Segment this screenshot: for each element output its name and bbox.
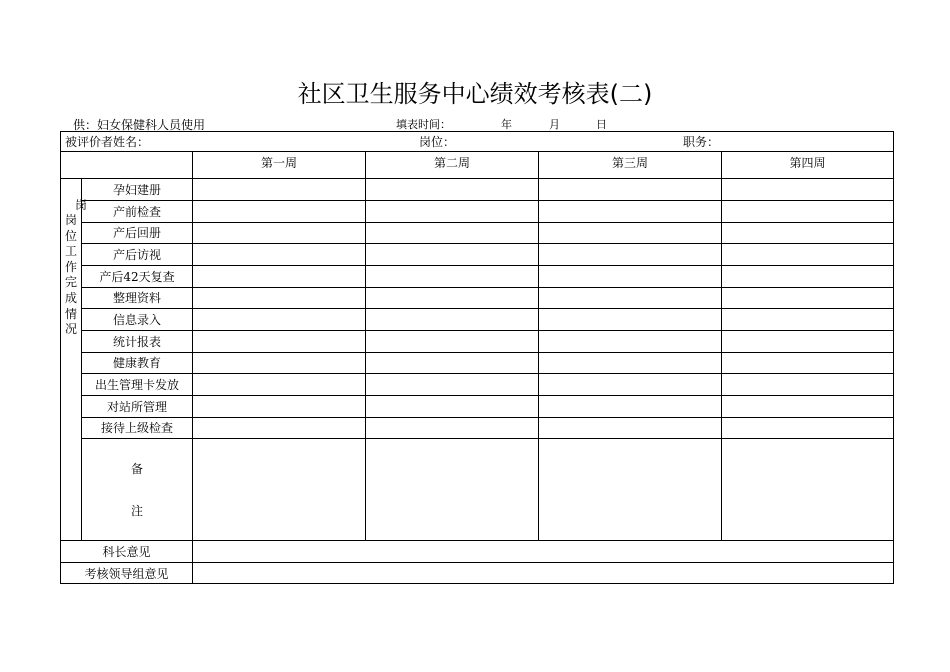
post-label: 岗位： xyxy=(419,135,456,149)
fill-time-label: 填表时间： xyxy=(396,118,451,131)
week-header-2: 第二周 xyxy=(433,156,470,170)
year-label: 年 xyxy=(501,118,512,131)
task-label: 孕妇建册 xyxy=(112,183,161,197)
task-label: 出生管理卡发放 xyxy=(94,378,179,392)
task-label: 信息录入 xyxy=(112,313,161,327)
rule xyxy=(61,540,893,541)
task-label: 产后访视 xyxy=(112,248,161,262)
rule xyxy=(81,287,893,288)
task-label: 接待上级检查 xyxy=(100,421,173,435)
week-header-3: 第三周 xyxy=(611,156,648,170)
rule xyxy=(538,151,539,540)
name-label: 被评价者姓名： xyxy=(65,135,150,149)
rule xyxy=(81,373,893,374)
page-title: 社区卫生服务中心绩效考核表(二) xyxy=(297,80,653,108)
rule xyxy=(81,417,893,418)
rule xyxy=(81,438,893,439)
rule xyxy=(81,330,893,331)
rule xyxy=(81,352,893,353)
section-label-extra: 岗 xyxy=(74,198,87,212)
task-label: 产前检查 xyxy=(112,205,161,219)
section-label: 岗 位 工 作 完 成 情 况 xyxy=(64,213,77,337)
remarks-label-2: 注 xyxy=(130,504,143,518)
task-label: 整理资料 xyxy=(112,291,161,305)
rule xyxy=(81,200,893,201)
leadership-group-opinion-label: 考核领导组意见 xyxy=(84,567,169,581)
rule xyxy=(81,265,893,266)
week-header-4: 第四周 xyxy=(789,156,826,170)
task-label: 对站所管理 xyxy=(106,400,167,414)
rule xyxy=(61,562,893,563)
rule xyxy=(81,243,893,244)
rule xyxy=(365,151,366,540)
task-label: 统计报表 xyxy=(112,335,161,349)
section-chief-opinion-label: 科长意见 xyxy=(102,545,151,559)
task-label: 健康教育 xyxy=(112,356,161,370)
month-label: 月 xyxy=(549,118,560,131)
rule xyxy=(81,222,893,223)
task-label: 产后回册 xyxy=(112,226,161,240)
rule xyxy=(81,395,893,396)
week-header-1: 第一周 xyxy=(260,156,297,170)
for-label: 供：妇女保健科人员使用 xyxy=(73,118,206,132)
duty-label: 职务： xyxy=(683,135,720,149)
rule xyxy=(192,151,193,583)
assessment-table xyxy=(60,131,894,584)
task-label: 产后42天复查 xyxy=(99,270,175,284)
rule xyxy=(61,151,893,152)
rule xyxy=(81,308,893,309)
rule xyxy=(61,178,893,179)
remarks-label-1: 备 xyxy=(130,462,143,476)
day-label: 日 xyxy=(596,118,607,131)
rule xyxy=(721,151,722,540)
